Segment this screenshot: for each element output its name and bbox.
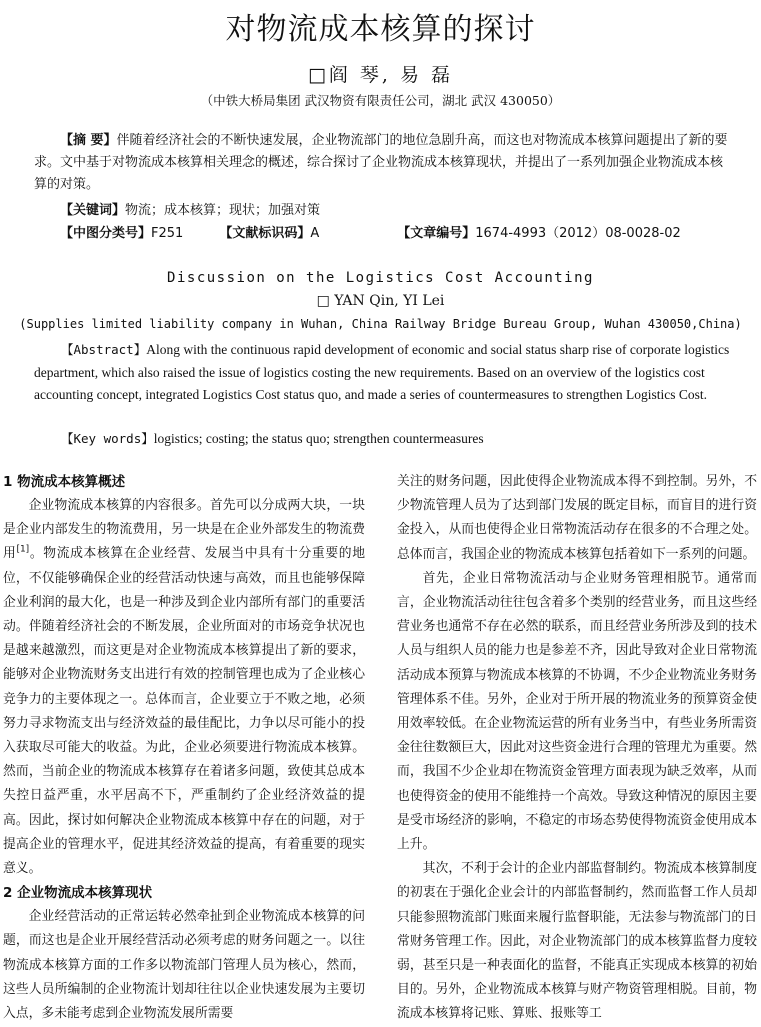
left-column (3, 470, 365, 1026)
english-title: Discussion on the Logistics Cost Accounting (167, 270, 594, 286)
english-keywords-label: 【Key words】 (61, 431, 154, 446)
section-heading-1: 1 物流成本核算概述 (3, 474, 126, 490)
clc-value: F251 (151, 226, 184, 241)
paper-affiliation: （中铁大桥局集团 武汉物资有限责任公司，湖北 武汉 430050） (200, 93, 561, 108)
paragraph-second-issue: 其次，不利于会计的企业内部监督制约。物流成本核算制度的初衷在于强化企业会计的内部监督制约，然而监督工作人员却只能参照物流部门账面来履行监督职能，无法参与物流部门的日常财务管理工作。因此，对企业物流部门的成本核算监督力度较弱，甚至只是一种表面化的监督，不能真正实现成本核算的初始目的。另外，企业物流成本核算与财产物资管理相脱。目前，物流成本核算将记账、算账、报账等工 (397, 861, 757, 1022)
keywords-label: 【关键词】 (60, 203, 126, 218)
doc-code-value: A (310, 226, 320, 241)
english-abstract (34, 339, 734, 407)
article-number-label: 【文章编号】 (397, 226, 476, 241)
english-abstract-text: Along with the continuous rapid development of economic and social status sharp rise of corporate logistics department, which also raised the issue of logistics costing the new requirements. Based on an overview of the logistics cost accounting concept, integrated Logistics Cost status quo, and made a series of countermeasures to strengthen Logistics Cost. (34, 342, 730, 402)
paper-authors: □阎 琴, 易 磊 (307, 64, 454, 86)
section-2-paragraph: 企业经营活动的正常运转必然牵扯到企业物流成本核算的问题，而这也是企业开展经营活动必须考虑的财务问题之一。以往物流成本核算方面的工作多以物流部门管理人员为核心，然而，这些人员所编制的企业物流计划却往往以企业快速发展为主要切入点，多未能考虑到企业物流发展所需要 (3, 909, 365, 1022)
english-keywords-text: logistics; costing; the status quo; strengthen countermeasures (153, 431, 484, 446)
right-column (397, 470, 757, 1027)
continued-paragraph: 关注的财务问题，因此使得企业物流成本得不到控制。另外，不少物流管理人员为了达到部门发展的既定目标，而盲目的进行资金投入，从而也使得企业日常物流活动存在很多的不合理之处。总体而言，我国企业的物流成本核算包括着如下一系列的问题。 (397, 474, 757, 562)
keywords-text: 物流；成本核算；现状；加强对策 (125, 203, 321, 218)
abstract-label: 【摘 要】 (60, 133, 117, 148)
article-number-value: 1674-4993（2012）08-0028-02 (475, 226, 681, 241)
paragraph-first-issue: 首先，企业日常物流活动与企业财务管理相脱节。通常而言，企业物流活动往往包含着多个类别的经营业务，而且这些经营业务也通常不存在必然的联系，而且经营业务所涉及到的技术人员与组织人员的能力也是参差不齐，因此导致对企业日常物流活动成本预算与物流成本核算的不协调，不少企业物流业务财务管理体系不佳。另外，企业对于所开展的物流业务的预算资金使用效率较低。在企业物流运营的所有业务当中，有些业务所需资金往往数额巨大，因此对这些资金进行合理的管理尤为重要。然而，我国不少企业却在物流资金管理方面表现为缺乏效率，从而也使得资金的使用不能维持一个高效。导致这种情况的原因主要是受市场经济的影响，不稳定的市场态势使得物流资金使用成本上升。 (397, 570, 757, 853)
keywords-zh (34, 200, 734, 222)
abstract-text: 伴随着经济社会的不断快速发展，企业物流部门的地位急剧升高，而这也对物流成本核算问题提出了新的要求。文中基于对物流成本核算相关理念的概述，综合探讨了企业物流成本核算现状，并提出了一系列加强企业物流成本核算的对策。 (34, 133, 728, 192)
doc-code-label: 【文献标识码】 (219, 226, 311, 241)
abstract-zh (34, 130, 734, 196)
section-1-paragraph: 企业物流成本核算的内容很多。首先可以分成两大块，一块是企业内部发生的物流费用，另一块是在企业外部发生的物流费用[1]。物流成本核算在企业经营、发展当中具有十分重要的地位，不仅能够确保企业的经营活动快速与高效，而且也能够保障企业利润的最大化，也是一种涉及到企业内部所有部门的重要活动。伴随着经济社会的不断发展，企业所面对的市场竞争状况也是越来越激烈，而这更是对企业物流成本核算提出了新的要求，能够对企业物流财务支出进行有效的控制管理也成为了企业核心竞争力的主要体现之一。总体而言，企业要立于不败之地，必须努力寻求物流支出与经济效益的最佳配比，力争以尽可能小的投入获取尽可能大的收益。为此，企业必须要进行物流成本核算。然而，当前企业的物流成本核算存在着诸多问题，致使其总成本失控日益严重，水平居高不下，严重制约了企业经济效益的提高。因此，探讨如何解决企业物流成本核算中存在的问题，对于提高企业的管理水平，促进其经济效益的提高，有着重要的现实意义。 (3, 498, 366, 877)
english-authors: □ YAN Qin, YI Lei (316, 293, 445, 309)
english-abstract-label: 【Abstract】 (61, 342, 147, 357)
paper-title: 对物流成本核算的探讨 (225, 12, 536, 47)
clc-label: 【中图分类号】 (60, 226, 152, 241)
english-affiliation: (Supplies limited liability company in Wuhan, China Railway Bridge Bureau Group, Wuhan 430050,China) (19, 317, 742, 331)
section-heading-2: 2 企业物流成本核算现状 (3, 885, 153, 902)
english-keywords (34, 428, 734, 451)
citation-ref: [1] (16, 545, 30, 556)
classification-line (34, 223, 734, 245)
